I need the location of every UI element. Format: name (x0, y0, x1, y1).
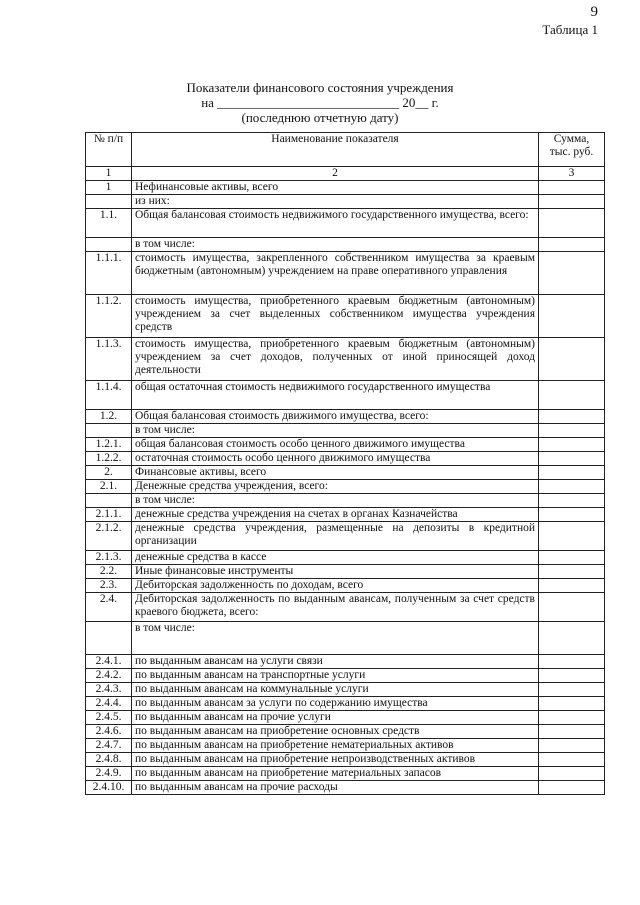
table-row (86, 622, 605, 655)
row-amount-cell (539, 683, 605, 697)
row-indicator-name: Дебиторская задолженность по выданным авансам, полученным за счет средств краевого бюджета, всего: (132, 593, 539, 622)
row-amount-cell (539, 252, 605, 295)
row-amount-cell (539, 381, 605, 410)
row-amount-cell (539, 655, 605, 669)
row-amount-cell (539, 711, 605, 725)
row-number: 1.1.1. (86, 252, 132, 295)
row-amount-cell (539, 410, 605, 424)
row-amount-cell (539, 338, 605, 381)
row-indicator-name: по выданным авансам на приобретение основных средств (132, 725, 539, 739)
row-number: 1 (86, 181, 132, 195)
table-row (86, 338, 605, 381)
row-number: 2.4.5. (86, 711, 132, 725)
row-indicator-name: Иные финансовые инструменты (132, 565, 539, 579)
table-row (86, 238, 605, 252)
table-row (86, 508, 605, 522)
row-indicator-name: в том числе: (132, 238, 539, 252)
table-row (86, 494, 605, 508)
row-number: 2.4.9. (86, 767, 132, 781)
row-number: 1.1.4. (86, 381, 132, 410)
row-amount-cell (539, 508, 605, 522)
row-indicator-name: стоимость имущества, закрепленного собственником имущества за краевым бюджетным (автономным) учреждением на праве оперативного управления (132, 252, 539, 295)
table-row (86, 480, 605, 494)
row-amount-cell (539, 697, 605, 711)
table-row (86, 452, 605, 466)
table-label: Таблица 1 (542, 22, 598, 37)
row-indicator-name: по выданным авансам на коммунальные услуги (132, 683, 539, 697)
row-amount-cell (539, 767, 605, 781)
row-indicator-name: Дебиторская задолженность по доходам, всего (132, 579, 539, 593)
row-number: 2.4.6. (86, 725, 132, 739)
row-number: 2.2. (86, 565, 132, 579)
row-number (86, 622, 132, 655)
header-number: № п/п (86, 133, 132, 167)
row-amount-cell (539, 295, 605, 338)
row-amount-cell (539, 551, 605, 565)
table-row (86, 767, 605, 781)
table-row (86, 381, 605, 410)
row-indicator-name: в том числе: (132, 494, 539, 508)
table-row (86, 424, 605, 438)
row-number: 1.2.1. (86, 438, 132, 452)
row-indicator-name: в том числе: (132, 424, 539, 438)
column-number-2: 2 (132, 167, 539, 181)
table-row (86, 195, 605, 209)
row-number: 1.1.3. (86, 338, 132, 381)
row-number (86, 238, 132, 252)
row-indicator-name: по выданным авансам на приобретение нематериальных активов (132, 739, 539, 753)
row-amount-cell (539, 438, 605, 452)
table-row (86, 209, 605, 238)
row-number: 2.4.7. (86, 739, 132, 753)
document-title (0, 80, 640, 125)
table-row (86, 565, 605, 579)
row-amount-cell (539, 452, 605, 466)
row-amount-cell (539, 181, 605, 195)
table-row (86, 593, 605, 622)
table-row (86, 466, 605, 480)
title-line-1: Показатели финансового состояния учреждения (186, 80, 454, 95)
row-amount-cell (539, 209, 605, 238)
row-amount-cell (539, 238, 605, 252)
row-indicator-name: Общая балансовая стоимость движимого имущества, всего: (132, 410, 539, 424)
column-numbers-row (86, 167, 605, 181)
row-indicator-name: Нефинансовые активы, всего (132, 181, 539, 195)
table-row (86, 781, 605, 795)
table-row (86, 669, 605, 683)
table-row (86, 522, 605, 551)
header-amount: Сумма, тыс. руб. (539, 133, 605, 167)
row-indicator-name: Финансовые активы, всего (132, 466, 539, 480)
table-header-row (86, 133, 605, 167)
row-amount-cell (539, 739, 605, 753)
row-indicator-name: стоимость имущества, приобретенного краевым бюджетным (автономным) учреждением за счет доходов, полученных от иной приносящей доход деятельности (132, 338, 539, 381)
row-amount-cell (539, 466, 605, 480)
row-number (86, 494, 132, 508)
row-amount-cell (539, 579, 605, 593)
row-number: 1.2.2. (86, 452, 132, 466)
row-indicator-name: денежные средства учреждения на счетах в органах Казначейства (132, 508, 539, 522)
row-indicator-name: из них: (132, 195, 539, 209)
row-number: 2.4.4. (86, 697, 132, 711)
row-amount-cell (539, 424, 605, 438)
row-indicator-name: общая балансовая стоимость особо ценного движимого имущества (132, 438, 539, 452)
row-indicator-name: по выданным авансам на прочие услуги (132, 711, 539, 725)
row-indicator-name: общая остаточная стоимость недвижимого государственного имущества (132, 381, 539, 410)
row-indicator-name: в том числе: (132, 622, 539, 655)
table-row (86, 551, 605, 565)
table-row (86, 181, 605, 195)
table-row (86, 683, 605, 697)
row-amount-cell (539, 622, 605, 655)
table-row (86, 410, 605, 424)
row-number (86, 195, 132, 209)
column-number-1: 1 (86, 167, 132, 181)
row-indicator-name: по выданным авансам на услуги связи (132, 655, 539, 669)
row-number: 2.1. (86, 480, 132, 494)
table-row (86, 725, 605, 739)
row-indicator-name: по выданным авансам на приобретение непроизводственных активов (132, 753, 539, 767)
row-number: 1.1. (86, 209, 132, 238)
row-indicator-name: по выданным авансам на приобретение материальных запасов (132, 767, 539, 781)
row-number: 2.4.3. (86, 683, 132, 697)
row-number: 2. (86, 466, 132, 480)
row-amount-cell (539, 669, 605, 683)
row-amount-cell (539, 522, 605, 551)
row-number: 2.4.10. (86, 781, 132, 795)
row-indicator-name: Общая балансовая стоимость недвижимого государственного имущества, всего: (132, 209, 539, 238)
row-indicator-name: Денежные средства учреждения, всего: (132, 480, 539, 494)
row-number: 2.3. (86, 579, 132, 593)
row-indicator-name: стоимость имущества, приобретенного краевым бюджетным (автономным) учреждением за счет выделенных собственником имущества учреждения средств (132, 295, 539, 338)
table-row (86, 739, 605, 753)
table-row (86, 252, 605, 295)
row-indicator-name: денежные средства в кассе (132, 551, 539, 565)
row-number (86, 424, 132, 438)
financial-indicators-table (85, 132, 605, 795)
row-number: 2.1.1. (86, 508, 132, 522)
row-number: 2.4.2. (86, 669, 132, 683)
row-indicator-name: по выданным авансам на транспортные услуги (132, 669, 539, 683)
row-amount-cell (539, 480, 605, 494)
row-number: 2.4.1. (86, 655, 132, 669)
table-row (86, 753, 605, 767)
table-row (86, 655, 605, 669)
table-row (86, 697, 605, 711)
row-number: 2.1.2. (86, 522, 132, 551)
row-indicator-name: по выданным авансам на прочие расходы (132, 781, 539, 795)
row-amount-cell (539, 781, 605, 795)
row-number: 2.1.3. (86, 551, 132, 565)
row-amount-cell (539, 593, 605, 622)
row-amount-cell (539, 725, 605, 739)
table-row (86, 579, 605, 593)
page-number: 9 (590, 4, 598, 20)
title-line-3: (последнюю отчетную дату) (241, 110, 399, 125)
row-indicator-name: денежные средства учреждения, размещенные на депозиты в кредитной организации (132, 522, 539, 551)
row-amount-cell (539, 494, 605, 508)
row-number: 2.4. (86, 593, 132, 622)
row-number: 2.4.8. (86, 753, 132, 767)
row-amount-cell (539, 195, 605, 209)
row-indicator-name: по выданным авансам за услуги по содержанию имущества (132, 697, 539, 711)
row-amount-cell (539, 753, 605, 767)
row-number: 1.2. (86, 410, 132, 424)
row-amount-cell (539, 565, 605, 579)
table-row (86, 295, 605, 338)
row-indicator-name: остаточная стоимость особо ценного движимого имущества (132, 452, 539, 466)
table-row (86, 438, 605, 452)
row-number: 1.1.2. (86, 295, 132, 338)
title-line-2: на ____________________________ 20__ г. (201, 95, 439, 110)
header-indicator-name: Наименование показателя (132, 133, 539, 167)
table-body (86, 181, 605, 795)
table-row (86, 711, 605, 725)
column-number-3: 3 (539, 167, 605, 181)
